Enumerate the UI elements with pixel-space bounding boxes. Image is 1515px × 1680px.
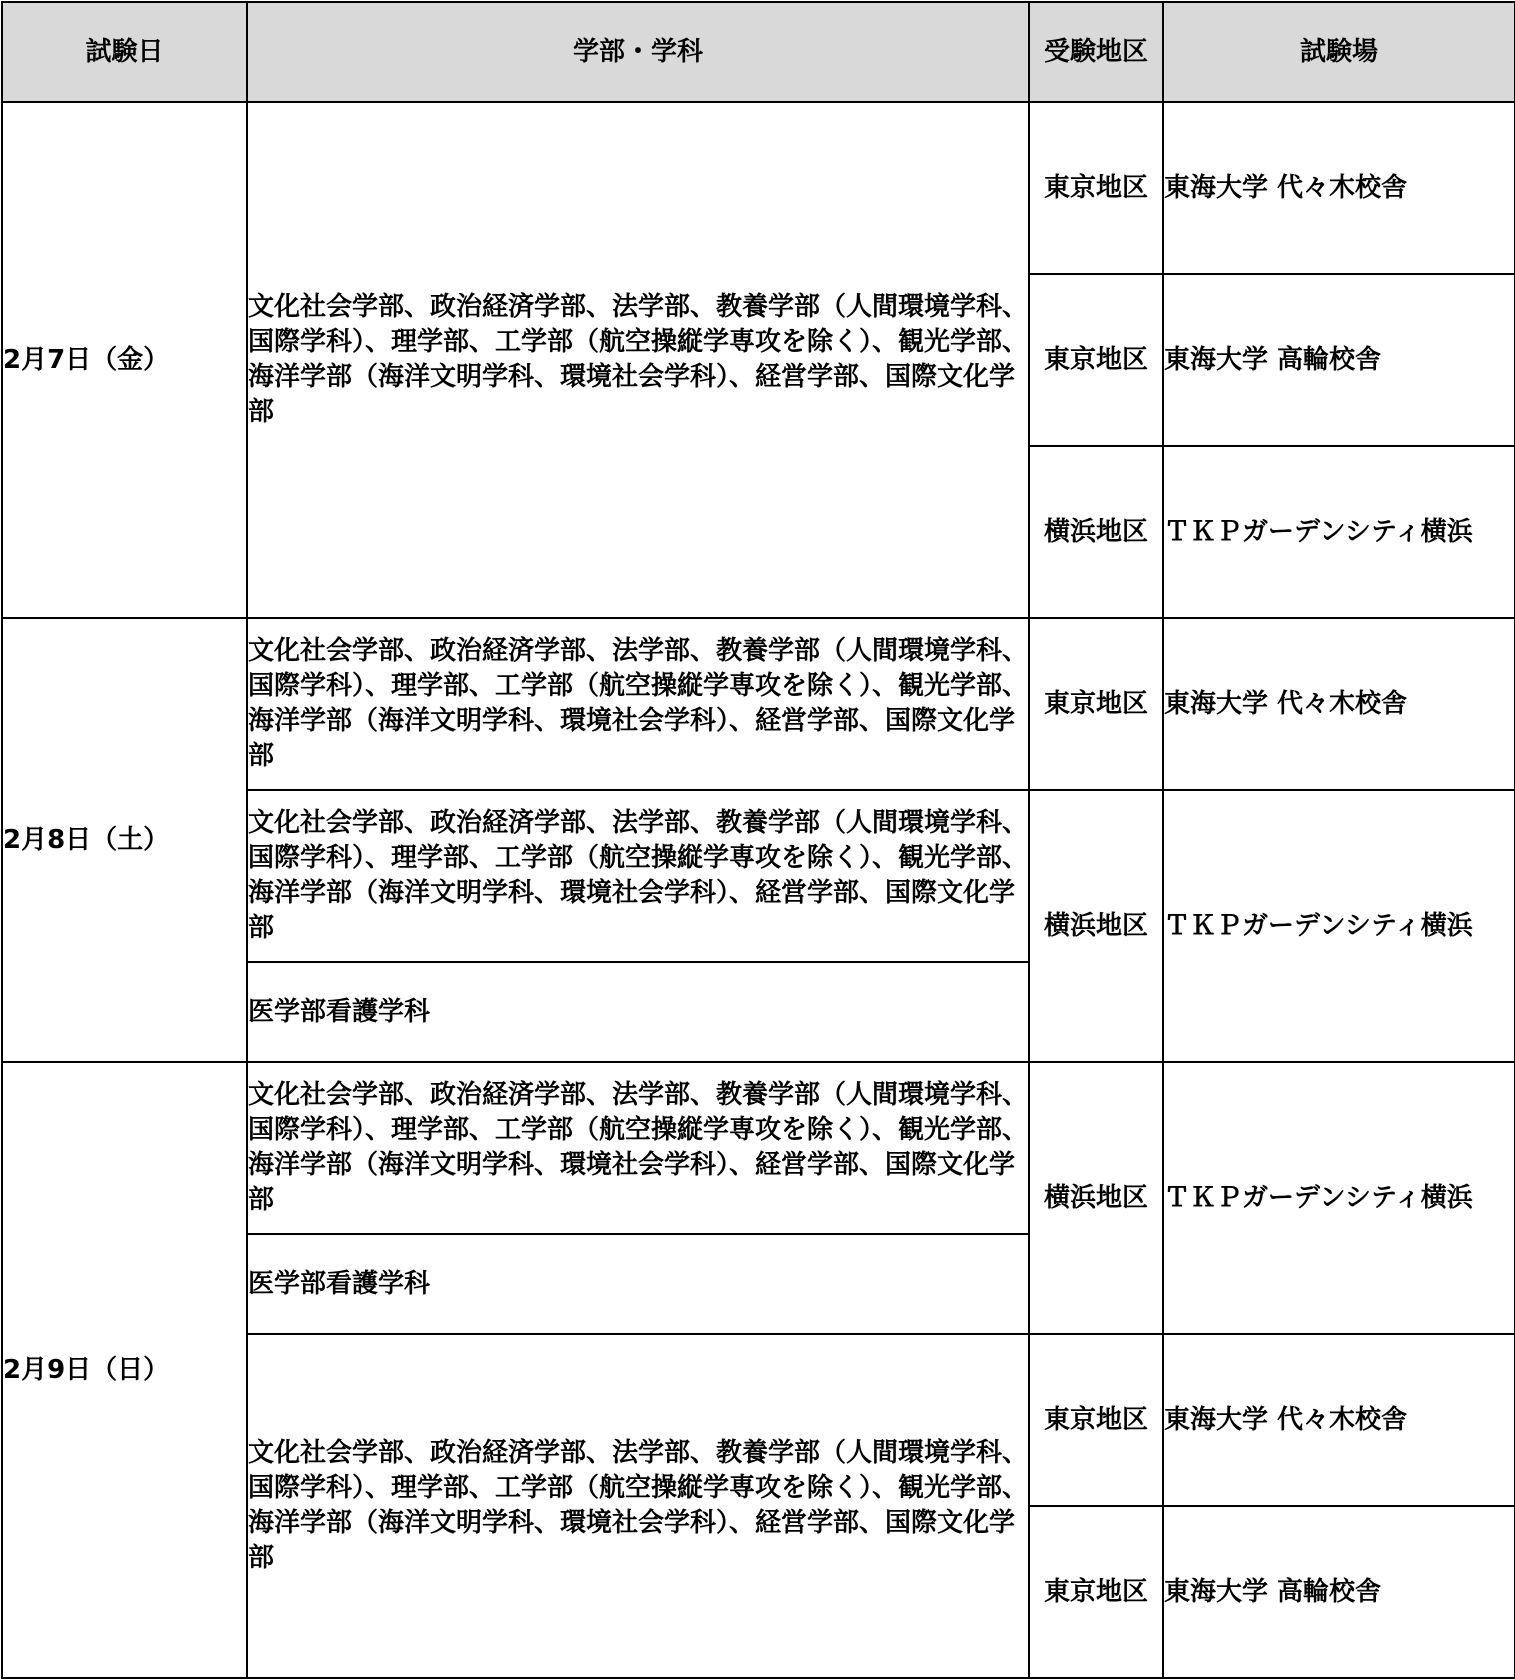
venue-cell: 東海大学 高輪校舎	[1163, 274, 1515, 446]
table-row	[2, 1062, 1515, 1234]
area-cell: 横浜地区	[1029, 1062, 1163, 1334]
exam-schedule-table	[1, 1, 1515, 1679]
venue-cell: ＴＫＰガーデンシティ横浜	[1163, 790, 1515, 1062]
date-cell-feb7: 2月7日（金）	[2, 102, 247, 618]
dept-cell: 文化社会学部、政治経済学部、法学部、教養学部（人間環境学科、国際学科）、理学部、工学部（航空操縦学専攻を除く）、観光学部、海洋学部（海洋文明学科、環境社会学科）、経営学部、国際文化学部	[247, 618, 1029, 790]
header-date: 試験日	[2, 2, 247, 102]
area-cell: 東京地区	[1029, 274, 1163, 446]
area-cell: 横浜地区	[1029, 790, 1163, 1062]
area-cell: 東京地区	[1029, 1334, 1163, 1506]
venue-cell: 東海大学 代々木校舎	[1163, 102, 1515, 274]
dept-cell: 文化社会学部、政治経済学部、法学部、教養学部（人間環境学科、国際学科）、理学部、工学部（航空操縦学専攻を除く）、観光学部、海洋学部（海洋文明学科、環境社会学科）、経営学部、国際文化学部	[247, 1062, 1029, 1234]
dept-cell: 文化社会学部、政治経済学部、法学部、教養学部（人間環境学科、国際学科）、理学部、工学部（航空操縦学専攻を除く）、観光学部、海洋学部（海洋文明学科、環境社会学科）、経営学部、国際文化学部	[247, 1334, 1029, 1678]
area-cell: 東京地区	[1029, 1506, 1163, 1678]
header-venue: 試験場	[1163, 2, 1515, 102]
venue-cell: 東海大学 代々木校舎	[1163, 618, 1515, 790]
venue-cell: ＴＫＰガーデンシティ横浜	[1163, 1062, 1515, 1334]
header-row	[2, 2, 1515, 102]
table-row	[2, 102, 1515, 274]
dept-cell: 医学部看護学科	[247, 962, 1029, 1062]
table-row	[2, 618, 1515, 790]
area-cell: 東京地区	[1029, 102, 1163, 274]
date-cell-feb9: 2月9日（日）	[2, 1062, 247, 1678]
header-area: 受験地区	[1029, 2, 1163, 102]
dept-cell: 文化社会学部、政治経済学部、法学部、教養学部（人間環境学科、国際学科）、理学部、工学部（航空操縦学専攻を除く）、観光学部、海洋学部（海洋文明学科、環境社会学科）、経営学部、国際文化学部	[247, 790, 1029, 962]
area-cell: 東京地区	[1029, 618, 1163, 790]
dept-cell: 文化社会学部、政治経済学部、法学部、教養学部（人間環境学科、国際学科）、理学部、工学部（航空操縦学専攻を除く）、観光学部、海洋学部（海洋文明学科、環境社会学科）、経営学部、国際文化学部	[247, 102, 1029, 618]
dept-cell: 医学部看護学科	[247, 1234, 1029, 1334]
area-cell: 横浜地区	[1029, 446, 1163, 618]
venue-cell: ＴＫＰガーデンシティ横浜	[1163, 446, 1515, 618]
date-cell-feb8: 2月8日（土）	[2, 618, 247, 1062]
header-dept: 学部・学科	[247, 2, 1029, 102]
venue-cell: 東海大学 高輪校舎	[1163, 1506, 1515, 1678]
venue-cell: 東海大学 代々木校舎	[1163, 1334, 1515, 1506]
